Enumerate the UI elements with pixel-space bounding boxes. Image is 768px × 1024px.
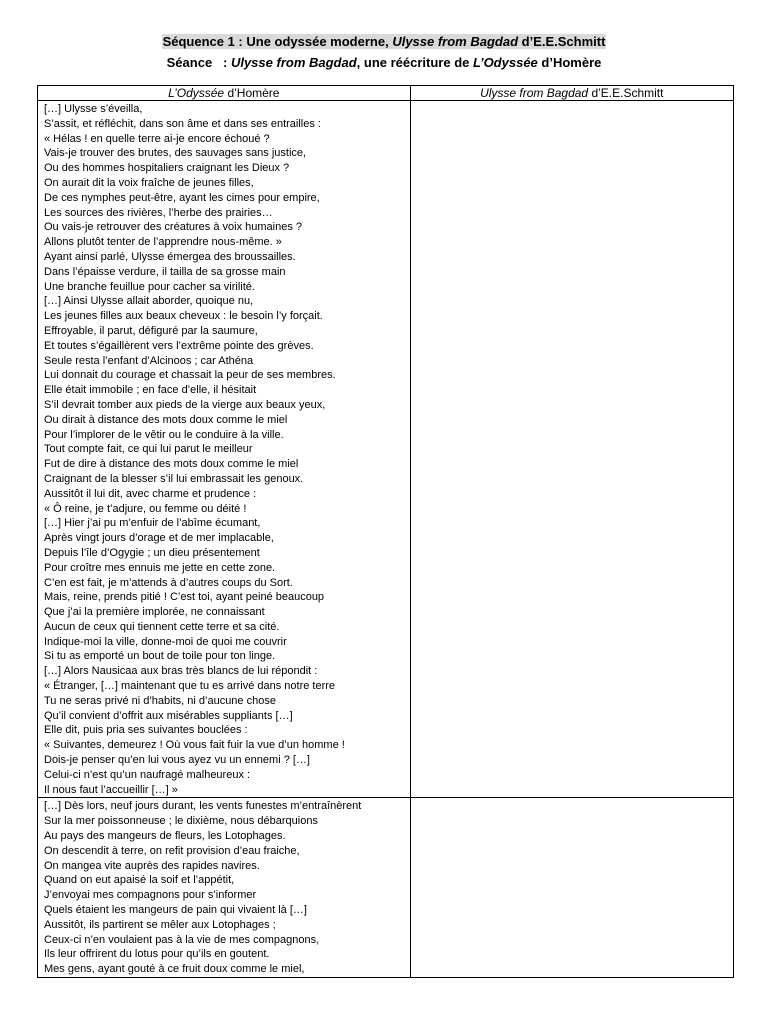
poem-line: On descendit à terre, on refit provision d’eau fraiche, [44, 844, 300, 857]
poem-line: Au pays des mangeurs de fleurs, les Lotophages. [44, 830, 286, 843]
poem-line: Dans l’épaisse verdure, il tailla de sa grosse main [44, 265, 286, 278]
poem-line: De ces nymphes peut-être, ayant les cimes pour empire, [44, 191, 320, 204]
poem-line: Ayant ainsi parlé, Ulysse émergea des broussailles. [44, 250, 296, 263]
poem-line: Allons plutôt tenter de l’apprendre nous-même. » [44, 236, 282, 249]
poem-line: […] Alors Nausicaa aux bras très blancs de lui répondit : [44, 665, 318, 678]
table-header-row [38, 86, 734, 101]
left-header-italic: L’Odyssée [168, 86, 225, 100]
poem-line: Mais, reine, prends pitié ! C’est toi, ayant peiné beaucoup [44, 591, 325, 604]
poem-line: Quels étaient les mangeurs de pain qui vivaient là […] [44, 904, 307, 917]
poem-line: Vais-je trouver des brutes, des sauvages sans justice, [44, 147, 307, 160]
seance-italic-2: L’Odyssée [472, 55, 538, 70]
poem-line: Après vingt jours d’orage et de mer implacable, [44, 532, 274, 545]
poem-line: J’envoyai mes compagnons pour s’informer [44, 889, 257, 902]
poem-line: Elle dit, puis pria ses suivantes bouclées : [44, 724, 248, 737]
poem-line: Ceux-ci n’en voulaient pas à la vie de mes compagnons, [44, 933, 320, 946]
poem-line: Craignant de la blesser s’il lui embrassait les genoux. [44, 472, 304, 485]
sequence-title [0, 33, 768, 51]
left-column-header [38, 86, 411, 101]
poem-line: Fut de dire à distance des mots doux comme le miel [44, 458, 299, 471]
poem-line: Seule resta l’enfant d’Alcinoos ; car Athéna [44, 354, 254, 367]
table-row [38, 798, 734, 978]
poem-line: Les jeunes filles aux beaux cheveux : le besoin l’y forçait. [44, 310, 323, 323]
poem-line: Et toutes s’égaillèrent vers l’extrême pointe des grèves. [44, 339, 314, 352]
excerpt-2-cell [38, 798, 411, 978]
poem-line: Ils leur offrirent du lotus pour qu’ils en goutent. [44, 948, 270, 961]
poem-line: Quand on eut apaisé la soif et l’appétit, [44, 874, 235, 887]
poem-line: « Suivantes, demeurez ! Où vous fait fuir la vue d’un homme ! [44, 739, 345, 752]
poem-line: Il nous faut l’accueillir […] » [44, 783, 178, 796]
poem-line: Ou des hommes hospitaliers craignant les Dieux ? [44, 162, 290, 175]
poem-line: Ou dirait à distance des mots doux comme le miel [44, 413, 288, 426]
poem-line: […] Hier j’ai pu m’enfuir de l’abîme écumant, [44, 517, 261, 530]
title-plain: Séquence 1 : Une odyssée moderne, [162, 34, 393, 49]
excerpt-1-cell [38, 101, 411, 798]
right-header-italic: Ulysse from Bagdad [480, 86, 589, 100]
poem-line: On mangea vite auprès des rapides navires. [44, 859, 260, 872]
poem-line: On aurait dit la voix fraîche de jeunes filles, [44, 176, 254, 189]
poem-line: Que j’ai la première implorée, ne connaissant [44, 606, 265, 619]
poem-line: Effroyable, il parut, défiguré par la saumure, [44, 324, 258, 337]
poem-line: […] Ulysse s’éveilla, [44, 103, 143, 115]
poem-line: Sur la mer poissonneuse ; le dixième, nous débarquions [44, 815, 318, 828]
poem-line: Les sources des rivières, l’herbe des prairies… [44, 206, 273, 219]
comparison-table [37, 85, 734, 978]
poem-line: Si tu as emporté un bout de toile pour ton linge. [44, 650, 276, 663]
poem-line: Pour croître mes ennuis me jette en cette zone. [44, 561, 276, 574]
poem-line: Une branche feuillue pour cacher sa virilité. [44, 280, 255, 293]
excerpt-1-answer-cell[interactable] [410, 101, 733, 798]
poem-line: Aucun de ceux qui tiennent cette terre et sa cité. [44, 620, 280, 633]
poem-line: Tu ne seras privé ni d’habits, ni d’aucune chose [44, 694, 276, 707]
poem-line: Lui donnait du courage et chassait la peur de ses membres. [44, 369, 336, 382]
poem-line: Aussitôt, ils partirent se mêler aux Lotophages ; [44, 918, 276, 931]
poem-line: S’il devrait tomber aux pieds de la vierge aux beaux yeux, [44, 398, 326, 411]
poem-line: S’assit, et réfléchit, dans son âme et dans ses entrailles : [44, 117, 321, 130]
sequence-title-highlight [162, 34, 607, 49]
poem-line: Indique-moi la ville, donne-moi de quoi me couvrir [44, 635, 287, 648]
poem-line: Mes gens, ayant gouté à ce fruit doux comme le miel, [44, 963, 305, 976]
excerpt-2-answer-cell[interactable] [410, 798, 733, 978]
seance-italic-1: Ulysse from Bagdad [230, 55, 357, 70]
right-column-header [410, 86, 733, 101]
left-header-rest: d’Homère [224, 86, 280, 100]
poem-line: […] Ainsi Ulysse allait aborder, quoique nu, [44, 295, 254, 308]
seance-title [0, 53, 768, 73]
poem-line: Celui-ci n’est qu’un naufragé malheureux : [44, 768, 251, 781]
poem-line: « Étranger, […] maintenant que tu es arrivé dans notre terre [44, 680, 336, 693]
poem-line: Aussitôt il lui dit, avec charme et prudence : [44, 487, 257, 500]
excerpt-1-text [38, 101, 410, 797]
seance-end: d’Homère [537, 55, 602, 70]
title-end: d’E.E.Schmitt [518, 34, 606, 49]
poem-line: Depuis l’île d’Ogygie ; un dieu présentement [44, 546, 260, 559]
poem-line: Qu’il convient d’offrit aux misérables suppliants […] [44, 709, 293, 722]
excerpt-2-text [38, 798, 410, 977]
poem-line: Ou vais-je retrouver des créatures à voix humaines ? [44, 221, 303, 234]
poem-line: « Ô reine, je t’adjure, ou femme ou déité ! [44, 502, 247, 515]
poem-line: Dois-je penser qu’en lui vous ayez vu un ennemi ? […] [44, 754, 310, 767]
seance-label: Séance : [166, 55, 231, 70]
right-header-rest: d’E.E.Schmitt [588, 86, 664, 100]
page-header [0, 33, 768, 73]
title-italic: Ulysse from Bagdad [392, 34, 519, 49]
poem-line: Pour l’implorer de le vêtir ou le conduire à la ville. [44, 428, 284, 441]
poem-line: « Hélas ! en quelle terre ai-je encore échoué ? [44, 132, 270, 145]
table-row [38, 101, 734, 798]
poem-line: Tout compte fait, ce qui lui parut le meilleur [44, 443, 253, 456]
seance-mid: , une réécriture de [356, 55, 473, 70]
poem-line: Elle était immobile ; en face d’elle, il hésitait [44, 384, 257, 397]
poem-line: C’en est fait, je m’attends à d’autres coups du Sort. [44, 576, 293, 589]
poem-line: […] Dès lors, neuf jours durant, les vents funestes m’entraînèrent [44, 800, 362, 813]
